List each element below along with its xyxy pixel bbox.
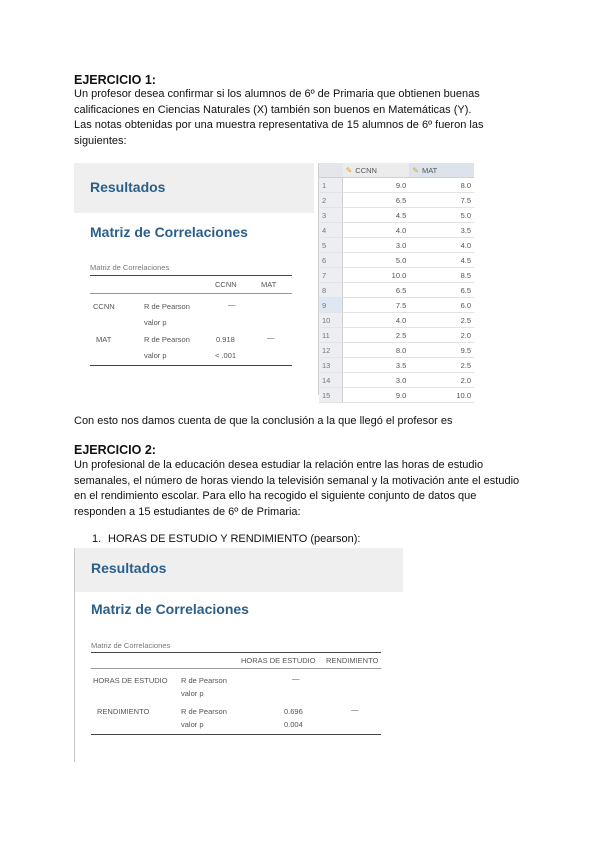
stat-label: valor p [181,720,204,729]
grid-row[interactable] [319,253,474,268]
matrix-title: Matriz de Correlaciones [90,224,248,240]
grid-row-index[interactable]: 7 [319,268,343,283]
grid-cell[interactable]: 6.5 [409,283,474,298]
results-panel-1 [74,163,314,395]
table-rule [90,293,292,294]
grid-row[interactable] [319,358,474,373]
p-value: 0.004 [284,720,303,729]
grid-cell[interactable]: 4.0 [343,313,410,328]
grid-cell[interactable]: 6.5 [343,193,410,208]
table-rule [91,734,381,735]
grid-cell[interactable]: 8.5 [409,268,474,283]
grid-row-index[interactable]: 5 [319,238,343,253]
results-title: Resultados [90,179,166,195]
list-number: 1. [92,533,102,545]
grid-row[interactable] [319,268,474,283]
grid-row-index[interactable]: 11 [319,328,343,343]
stat-label: valor p [144,318,167,327]
grid-row[interactable] [319,178,474,193]
table-rule [91,652,381,653]
grid-cell[interactable]: 2.0 [409,373,474,388]
grid-row-index[interactable]: 6 [319,253,343,268]
list-item: HORAS DE ESTUDIO Y RENDIMIENTO (pearson): [108,533,361,545]
results-header [75,548,403,592]
table-rule [90,365,292,366]
grid-cell[interactable]: 2.5 [409,313,474,328]
grid-cell[interactable]: 4.0 [343,223,410,238]
grid-row-index[interactable]: 9 [319,298,343,313]
table-caption: Matriz de Correlaciones [90,263,170,272]
grid-row[interactable] [319,298,474,313]
table-rule [91,668,381,669]
conclusion-text: Con esto nos damos cuenta de que la conclusión a la que llegó el profesor es [74,415,453,427]
grid-cell[interactable]: 3.5 [409,223,474,238]
table-rule [90,275,292,276]
stat-label: R de Pearson [181,676,227,685]
grid-row-index[interactable]: 15 [319,388,343,403]
grid-cell[interactable]: 9.5 [409,343,474,358]
grid-row-index[interactable]: 14 [319,373,343,388]
pencil-icon: ✎ [345,165,353,175]
grid-cell[interactable]: 3.5 [343,358,410,373]
grid-cell[interactable]: 3.0 [343,373,410,388]
grid-row[interactable] [319,388,474,403]
grid-cell[interactable]: 6.5 [343,283,410,298]
stat-label: R de Pearson [144,302,190,311]
pencil-icon: ✎ [412,165,419,175]
grid-row[interactable] [319,193,474,208]
grid-cell[interactable]: 4.0 [409,238,474,253]
pearson-r-value: 0.696 [284,707,303,716]
grid-row[interactable] [319,313,474,328]
column-header: HORAS DE ESTUDIO [241,656,316,665]
grid-cell[interactable]: 3.0 [343,238,410,253]
cell-dash: — [351,705,359,714]
grid-row[interactable] [319,283,474,298]
table-caption: Matriz de Correlaciones [91,641,171,650]
grid-row-index[interactable]: 10 [319,313,343,328]
statement-line: responden a 15 estudiantes de 6º de Primaria: [74,505,301,518]
statement-line: semanales, el número de horas viendo la televisión semanal y la motivación ante el estudio [74,474,520,487]
stat-label: valor p [181,689,204,698]
grid-row[interactable] [319,208,474,223]
row-variable: HORAS DE ESTUDIO [93,676,168,685]
pearson-r-value: 0.918 [216,335,235,344]
cell-dash: — [228,300,236,309]
statement-line: Un profesor desea confirmar si los alumnos de 6º de Primaria que obtienen buenas [74,88,480,100]
grid-cell[interactable]: 10.0 [343,268,410,283]
column-header: CCNN [215,280,237,289]
statement-line: calificaciones en Ciencias Naturales (X) también son buenos en Matemáticas (Y). [74,103,472,116]
column-header: MAT [261,280,277,289]
grid-cell[interactable]: 10.0 [409,388,474,403]
statement-line: siguientes: [74,134,127,147]
grid-cell[interactable]: 8.0 [409,178,474,193]
results-panel-2 [74,548,403,762]
statement-line: Un profesional de la educación desea estudiar la relación entre las horas de estudio [74,459,484,471]
grid-row[interactable] [319,328,474,343]
grid-row-index[interactable]: 4 [319,223,343,238]
exercise1-heading: EJERCICIO 1: [74,73,156,87]
row-variable: CCNN [93,302,115,311]
data-grid[interactable] [318,163,474,400]
grid-cell[interactable]: 5.0 [343,253,410,268]
grid-cell[interactable]: 2.5 [409,358,474,373]
grid-row[interactable] [319,343,474,358]
exercise1-statement [74,87,544,149]
results-header [74,163,314,213]
stat-label: R de Pearson [144,335,190,344]
grid-cell[interactable]: 4.5 [343,208,410,223]
grid-row-index[interactable]: 3 [319,208,343,223]
row-variable: RENDIMIENTO [97,707,150,716]
grid-row[interactable] [319,223,474,238]
grid-cell[interactable]: 2.0 [409,328,474,343]
grid-row[interactable] [319,238,474,253]
grid-column-header[interactable]: ✎ MAT [409,163,474,178]
cell-dash: — [292,674,300,683]
row-variable: MAT [96,335,112,344]
grid-cell[interactable]: 9.0 [343,388,410,403]
grid-cell[interactable]: 6.0 [409,298,474,313]
grid-row-index[interactable]: 1 [319,178,343,193]
stat-label: R de Pearson [181,707,227,716]
column-header: RENDIMIENTO [326,656,379,665]
grid-row-index[interactable]: 12 [319,343,343,358]
results-title: Resultados [91,560,167,576]
grid-cell[interactable]: 2.5 [343,328,410,343]
exercise2-heading: EJERCICIO 2: [74,443,156,457]
grid-cell[interactable]: 8.0 [343,343,410,358]
grid-row-index[interactable]: 13 [319,358,343,373]
grid-cell[interactable]: 5.0 [409,208,474,223]
statement-line: Las notas obtenidas por una muestra representativa de 15 alumnos de 6º fueron las [74,119,484,131]
grid-row[interactable] [319,373,474,388]
grid-row-index[interactable]: 8 [319,283,343,298]
matrix-title: Matriz de Correlaciones [91,601,249,617]
cell-dash: — [267,333,275,342]
grid-cell[interactable]: 4.5 [409,253,474,268]
grid-cell[interactable]: 9.0 [343,178,410,193]
p-value: < .001 [215,351,237,360]
stat-label: valor p [144,351,167,360]
grid-column-header[interactable]: ✎ CCNN [343,163,410,178]
grid-cell[interactable]: 7.5 [343,298,410,313]
statement-line: en el rendimiento escolar. Para ello ha recogido el siguiente conjunto de datos que [74,490,477,502]
exercise2-statement [74,458,564,520]
grid-cell[interactable]: 7.5 [409,193,474,208]
grid-row-index[interactable]: 2 [319,193,343,208]
